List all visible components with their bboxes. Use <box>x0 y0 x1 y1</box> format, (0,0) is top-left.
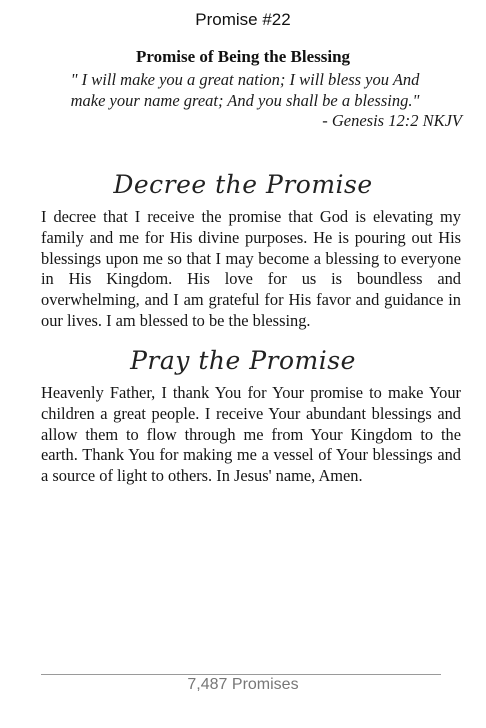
promise-title: Promise of Being the Blessing <box>135 47 351 66</box>
prayer-text: Heavenly Father, I thank You for Your promise to make Your children a great people. I receive Your abundant blessings and allow them to flow through me from Your Kingdom to the earth. Thank You for making me a vessel of Your blessings and a source of light to others. In Jesus' name, Amen. <box>41 383 461 486</box>
page-title: Promise #22 <box>195 10 291 29</box>
scripture-verse: " I will make you a great nation; I will bless you And make your name great; And you shall be a blessing." <box>70 70 420 110</box>
pray-heading: Pray the Promise <box>130 346 356 375</box>
scripture-reference: - Genesis 12:2 NKJV <box>322 111 462 130</box>
footer-divider <box>41 674 441 675</box>
promise-count-link[interactable]: 7,487 Promises <box>187 676 299 693</box>
decree-text: I decree that I receive the promise that God is elevating my family and me for His divine purposes. He is pouring out His blessings upon me so that I may become a blessing to everyone in His Kingdom. His love for us is boundless and overwhelming, and I am grateful for His favor and guidance in our lives. I am blessed to be the blessing. <box>41 207 461 330</box>
decree-heading: Decree the Promise <box>113 170 373 199</box>
